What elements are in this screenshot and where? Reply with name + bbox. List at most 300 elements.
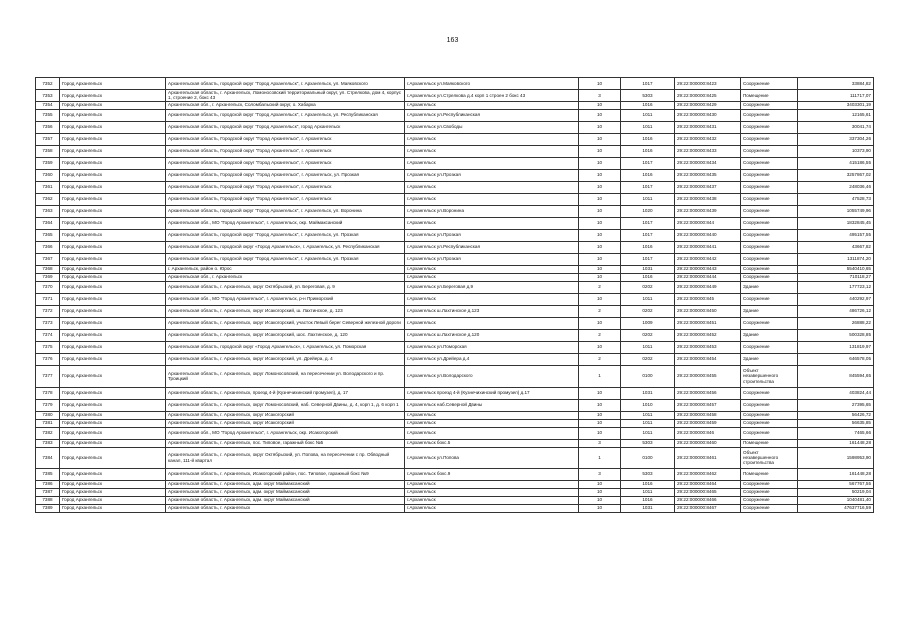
category-code-cell: 10 <box>579 265 621 273</box>
category-code-cell: 10 <box>579 205 621 217</box>
table-row <box>36 419 874 427</box>
cost-cell: 131819,97 <box>798 341 874 353</box>
cadastral-number-cell: 29:22:000000:8466 <box>675 496 741 504</box>
table-row <box>36 193 874 205</box>
cadastral-number-cell: 29:22:000000:8457 <box>675 399 741 411</box>
address-cell: г.Архангельск <box>405 480 579 488</box>
object-type-cell: Помещение <box>741 468 798 480</box>
cost-cell: 3257867,02 <box>798 169 874 181</box>
table-row <box>36 399 874 411</box>
row-number-cell: 7352 <box>36 78 60 90</box>
address-cell: г.Архангельск <box>405 293 579 305</box>
municipality-cell: Город Архангельск <box>60 447 166 468</box>
row-number-cell: 7366 <box>36 241 60 253</box>
location-cell: Архангельская область, г. Архангельск, округ Исакогорский <box>166 419 405 427</box>
object-type-cell: Сооружение <box>741 241 798 253</box>
table-row <box>36 205 874 217</box>
cost-cell: 1832845,45 <box>798 217 874 229</box>
municipality-cell: Город Архангельск <box>60 480 166 488</box>
table-row <box>36 157 874 169</box>
object-type-cell: Объект незавершенного строительства <box>741 365 798 387</box>
cost-cell: 161448,28 <box>798 439 874 447</box>
municipality-cell: Город Архангельск <box>60 496 166 504</box>
location-cell: Архангельская область, г. Архангельск, адм. округ Маймаксанский <box>166 488 405 496</box>
row-number-cell: 7364 <box>36 217 60 229</box>
address-cell: г.Архангельск <box>405 273 579 281</box>
location-cell: Архангельская область, г. Архангельск, округ Исакогорский, шос. Лахтинское, д. 120 <box>166 329 405 341</box>
location-cell: Архангельская область, городской округ "Город Архангельск", г. Архангельск, ул. Прозкая <box>166 229 405 241</box>
object-type-cell: Сооружение <box>741 205 798 217</box>
category-code-cell: 2 <box>579 305 621 317</box>
object-type-cell: Сооружение <box>741 229 798 241</box>
cost-cell: 5540410,65 <box>798 265 874 273</box>
type-code-cell: 1011 <box>621 419 675 427</box>
row-number-cell: 7376 <box>36 353 60 365</box>
municipality-cell: Город Архангельск <box>60 169 166 181</box>
row-number-cell: 7387 <box>36 488 60 496</box>
object-type-cell: Сооружение <box>741 387 798 399</box>
type-code-cell: 1011 <box>621 193 675 205</box>
category-code-cell: 10 <box>579 78 621 90</box>
address-cell: г.Архангельск ш.Лахтинское д.120 <box>405 329 579 341</box>
municipality-cell: Город Архангельск <box>60 504 166 512</box>
type-code-cell: 1016 <box>621 169 675 181</box>
table-row <box>36 253 874 265</box>
cadastral-number-cell: 29:22:000000:8464 <box>675 480 741 488</box>
municipality-cell: Город Архангельск <box>60 193 166 205</box>
address-cell: г.Архангельск ул.Маяковского <box>405 78 579 90</box>
category-code-cell: 3 <box>579 468 621 480</box>
location-cell: Архангельская область, Городской округ "Город Архангельск", г. Архангельск <box>166 145 405 157</box>
location-cell: Архангельская область, г. Архангельск, округ Исакогорский, ш. Лахтинское, д. 123 <box>166 305 405 317</box>
type-code-cell: 0100 <box>621 365 675 387</box>
address-cell: г.Архангельск ул.Свободы <box>405 121 579 133</box>
address-cell: г.Архангельск ул.Попова <box>405 447 579 468</box>
row-number-cell: 7367 <box>36 253 60 265</box>
table-row <box>36 241 874 253</box>
table-row <box>36 447 874 468</box>
table-row <box>36 78 874 90</box>
municipality-cell: Город Архангельск <box>60 133 166 145</box>
cost-cell: 26888,22 <box>798 317 874 329</box>
type-code-cell: 1016 <box>621 241 675 253</box>
row-number-cell: 7380 <box>36 411 60 419</box>
cost-cell: 248036,46 <box>798 181 874 193</box>
object-type-cell: Сооружение <box>741 265 798 273</box>
object-type-cell: Сооружение <box>741 133 798 145</box>
table-row <box>36 317 874 329</box>
address-cell: г.Архангельск ул.Республиканская <box>405 109 579 121</box>
cadastral-number-cell: 29:22:000000:8451 <box>675 317 741 329</box>
municipality-cell: Город Архангельск <box>60 181 166 193</box>
location-cell: Архангельская область, г. Архангельск, Исакогорский район, пос. Типовое, гаражный бокс №9 <box>166 468 405 480</box>
cadastral-number-cell: 29:22:000000:8452 <box>675 329 741 341</box>
object-type-cell: Сооружение <box>741 157 798 169</box>
type-code-cell: 1017 <box>621 217 675 229</box>
municipality-cell: Город Архангельск <box>60 265 166 273</box>
municipality-cell: Город Архангельск <box>60 317 166 329</box>
cost-cell: 710118,27 <box>798 273 874 281</box>
address-cell: г.Архангельск ул.Стрелкова д.4 корп 1 строен 2 бокс 43 <box>405 90 579 102</box>
municipality-cell: Город Архангельск <box>60 419 166 427</box>
object-type-cell: Сооружение <box>741 121 798 133</box>
type-code-cell: 1011 <box>621 293 675 305</box>
location-cell: Архангельская область, городской округ "Город Архангельск", город Архангельск <box>166 121 405 133</box>
category-code-cell: 10 <box>579 101 621 109</box>
address-cell: г.Архангельск <box>405 496 579 504</box>
table-row <box>36 387 874 399</box>
municipality-cell: Город Архангельск <box>60 488 166 496</box>
location-cell: Архангельская область, городской округ "Город Архангельск", г. Архангельск, ул. Воронина <box>166 205 405 217</box>
row-number-cell: 7384 <box>36 447 60 468</box>
row-number-cell: 7354 <box>36 101 60 109</box>
cadastral-number-cell: 29:22:000000:8444 <box>675 273 741 281</box>
cost-cell: 845594,65 <box>798 365 874 387</box>
object-type-cell: Здание <box>741 281 798 293</box>
cadastral-number-cell: 29:22:000000:8441 <box>675 241 741 253</box>
municipality-cell: Город Архангельск <box>60 305 166 317</box>
cadastral-number-cell: 29:22:000000:8456 <box>675 387 741 399</box>
object-type-cell: Сооружение <box>741 496 798 504</box>
location-cell: Архангельская область, городской округ "Город Архангельск", г. Архангельск, ул. Маяковского <box>166 78 405 90</box>
type-code-cell: 0202 <box>621 305 675 317</box>
type-code-cell: 1011 <box>621 488 675 496</box>
category-code-cell: 10 <box>579 157 621 169</box>
type-code-cell: 1011 <box>621 109 675 121</box>
row-number-cell: 7353 <box>36 90 60 102</box>
location-cell: Архангельская область, городской округ «Город Архангельск», г. Архангельск, ул. Республиканская <box>166 241 405 253</box>
category-code-cell: 10 <box>579 341 621 353</box>
category-code-cell: 10 <box>579 419 621 427</box>
type-code-cell: 0202 <box>621 329 675 341</box>
cost-cell: 27395,65 <box>798 399 874 411</box>
table-row <box>36 169 874 181</box>
cadastral-number-cell: 29:22:000000:8450 <box>675 305 741 317</box>
cadastral-number-cell: 29:22:000000:8461 <box>675 447 741 468</box>
table-row <box>36 353 874 365</box>
address-cell: г.Архангельск проезд 4-й (Кузнечихинский промузел) д.17 <box>405 387 579 399</box>
object-type-cell: Сооружение <box>741 504 798 512</box>
cadastral-number-cell: 29:22:000000:8458 <box>675 411 741 419</box>
municipality-cell: Город Архангельск <box>60 145 166 157</box>
cadastral-number-cell: 29:22:000000:8442 <box>675 253 741 265</box>
cost-cell: 47637716,59 <box>798 504 874 512</box>
table-row <box>36 329 874 341</box>
category-code-cell: 10 <box>579 293 621 305</box>
municipality-cell: Город Архангельск <box>60 205 166 217</box>
address-cell: г.Архангельск ул.Прозкая <box>405 253 579 265</box>
address-cell: г.Архангельск <box>405 317 579 329</box>
cadastral-number-cell: 29:22:000000:8432 <box>675 133 741 145</box>
row-number-cell: 7358 <box>36 145 60 157</box>
category-code-cell: 2 <box>579 329 621 341</box>
cost-cell: 47528,73 <box>798 193 874 205</box>
address-cell: г.Архангельск ул.Республиканская <box>405 241 579 253</box>
category-code-cell: 10 <box>579 399 621 411</box>
municipality-cell: Город Архангельск <box>60 411 166 419</box>
cost-cell: 646578,05 <box>798 353 874 365</box>
cost-cell: 56426,72 <box>798 411 874 419</box>
table-row <box>36 101 874 109</box>
table-row <box>36 145 874 157</box>
cadastral-number-cell: 29:22:000000:8430 <box>675 109 741 121</box>
municipality-cell: Город Архангельск <box>60 353 166 365</box>
cadastral-number-cell: 29:22:000000:8462 <box>675 468 741 480</box>
cost-cell: 495157,55 <box>798 229 874 241</box>
type-code-cell: 5303 <box>621 90 675 102</box>
category-code-cell: 10 <box>579 181 621 193</box>
table-row <box>36 273 874 281</box>
type-code-cell: 1031 <box>621 504 675 512</box>
address-cell: г.Архангельск ул.Береговая д.9 <box>405 281 579 293</box>
category-code-cell: 1 <box>579 447 621 468</box>
row-number-cell: 7378 <box>36 387 60 399</box>
cadastral-number-cell: 29:22:000000:8440 <box>675 229 741 241</box>
table-row <box>36 181 874 193</box>
cadastral-number-cell: 29:22:000000:8454 <box>675 353 741 365</box>
object-type-cell: Сооружение <box>741 480 798 488</box>
location-cell: Архангельская область, г. Архангельск, округ Исакогорский, участок Левый берег Северной железной дороги <box>166 317 405 329</box>
municipality-cell: Город Архангельск <box>60 341 166 353</box>
municipality-cell: Город Архангельск <box>60 365 166 387</box>
row-number-cell: 7371 <box>36 293 60 305</box>
municipality-cell: Город Архангельск <box>60 241 166 253</box>
cadastral-number-cell: 29:22:000000:846 <box>675 427 741 439</box>
category-code-cell: 10 <box>579 169 621 181</box>
cost-cell: 10373,90 <box>798 145 874 157</box>
address-cell: г.Архангельск бокс.9 <box>405 468 579 480</box>
municipality-cell: Город Архангельск <box>60 229 166 241</box>
address-cell: г.Архангельск <box>405 427 579 439</box>
cost-cell: 33884,82 <box>798 78 874 90</box>
location-cell: Архангельская обл., МО "Город Архангельск", г. Архангельск, окр. Маймаксанский <box>166 217 405 229</box>
address-cell: г.Архангельск ул.Воронина <box>405 205 579 217</box>
location-cell: Архангельская область, г. Архангельск, адм. округ Маймаксанский <box>166 496 405 504</box>
table-row <box>36 229 874 241</box>
cost-cell: 177723,12 <box>798 281 874 293</box>
object-type-cell: Сооружение <box>741 273 798 281</box>
address-cell: г.Архангельск <box>405 411 579 419</box>
address-cell: г.Архангельск ул.Володарского <box>405 365 579 387</box>
table-row <box>36 133 874 145</box>
type-code-cell: 1016 <box>621 480 675 488</box>
object-type-cell: Здание <box>741 329 798 341</box>
type-code-cell: 1017 <box>621 157 675 169</box>
municipality-cell: Город Архангельск <box>60 253 166 265</box>
address-cell: г.Архангельск наб.Северной Двины <box>405 399 579 411</box>
cost-cell: 1040481,40 <box>798 496 874 504</box>
object-type-cell: Сооружение <box>741 427 798 439</box>
category-code-cell: 10 <box>579 387 621 399</box>
address-cell: г.Архангельск ул.Прозкая <box>405 169 579 181</box>
row-number-cell: 7357 <box>36 133 60 145</box>
row-number-cell: 7361 <box>36 181 60 193</box>
category-code-cell: 10 <box>579 109 621 121</box>
cost-cell: 1055749,96 <box>798 205 874 217</box>
table-row <box>36 468 874 480</box>
type-code-cell: 5303 <box>621 439 675 447</box>
cost-cell: 30041,74 <box>798 121 874 133</box>
location-cell: Архангельская область, г. Архангельск, округ Исакогорский, ул. Дрейера, д. 4 <box>166 353 405 365</box>
cost-cell: 567767,55 <box>798 480 874 488</box>
cost-cell: 403824,44 <box>798 387 874 399</box>
object-type-cell: Объект незавершенного строительства <box>741 447 798 468</box>
row-number-cell: 7355 <box>36 109 60 121</box>
cost-cell: 111717,07 <box>798 90 874 102</box>
address-cell: г.Архангельск ул.Поморская <box>405 341 579 353</box>
category-code-cell: 10 <box>579 145 621 157</box>
category-code-cell: 10 <box>579 217 621 229</box>
municipality-cell: Город Архангельск <box>60 468 166 480</box>
cadastral-number-cell: 29:22:000000:8437 <box>675 181 741 193</box>
municipality-cell: Город Архангельск <box>60 157 166 169</box>
row-number-cell: 7369 <box>36 273 60 281</box>
location-cell: г. Архангельск, район о. Юрос <box>166 265 405 273</box>
municipality-cell: Город Архангельск <box>60 101 166 109</box>
cost-cell: 337304,26 <box>798 133 874 145</box>
category-code-cell: 3 <box>579 90 621 102</box>
location-cell: Архангельская область, г. Архангельск, округ Октябрьский, ул. Попова, на пересечении с пр. Обводный канал, 111-й квартал <box>166 447 405 468</box>
row-number-cell: 7383 <box>36 439 60 447</box>
row-number-cell: 7389 <box>36 504 60 512</box>
row-number-cell: 7359 <box>36 157 60 169</box>
type-code-cell: 5303 <box>621 468 675 480</box>
municipality-cell: Город Архангельск <box>60 109 166 121</box>
type-code-cell: 1031 <box>621 265 675 273</box>
location-cell: Архангельская область, Городской округ "Город Архангельск", г. Архангельск, ул. Прозкая <box>166 169 405 181</box>
location-cell: Архангельская область, г. Архангельск, Ломоносовский территориальный округ, ул. Стрелкова, дом 4, корпус 1, строение 2, бокс 43 <box>166 90 405 102</box>
table-row <box>36 504 874 512</box>
cost-cell: 161448,28 <box>798 468 874 480</box>
type-code-cell: 1016 <box>621 496 675 504</box>
table-row <box>36 480 874 488</box>
location-cell: Архангельская область, г. Архангельск, округ Ломоносовский, наб. Северной Двины, д. 4, корп 1, д. 6 корп 1 <box>166 399 405 411</box>
location-cell: Архангельская область, Городской округ "Город Архангельск", г. Архангельск <box>166 157 405 169</box>
location-cell: Архангельская область, г. Архангельск, округ Исакогорский <box>166 411 405 419</box>
address-cell: г.Архангельск <box>405 157 579 169</box>
municipality-cell: Город Архангельск <box>60 273 166 281</box>
municipality-cell: Город Архангельск <box>60 78 166 90</box>
object-type-cell: Сооружение <box>741 253 798 265</box>
row-number-cell: 7373 <box>36 317 60 329</box>
location-cell: Архангельская обл., МО "Город Архангельск", г. Архангельск, окр. Исакогорский <box>166 427 405 439</box>
address-cell: г.Архангельск <box>405 101 579 109</box>
location-cell: Архангельская область, Городской округ "Город Архангельск", г. Архангельск <box>166 133 405 145</box>
municipality-cell: Город Архангельск <box>60 439 166 447</box>
address-cell: г.Архангельск ш.Лахтинское д.123 <box>405 305 579 317</box>
object-type-cell: Помещение <box>741 439 798 447</box>
cost-cell: 1311874,20 <box>798 253 874 265</box>
object-type-cell: Сооружение <box>741 399 798 411</box>
type-code-cell: 1031 <box>621 387 675 399</box>
cost-cell: 7465,66 <box>798 427 874 439</box>
object-type-cell: Сооружение <box>741 145 798 157</box>
municipality-cell: Город Архангельск <box>60 281 166 293</box>
municipality-cell: Город Архангельск <box>60 293 166 305</box>
row-number-cell: 7381 <box>36 419 60 427</box>
cadastral-number-cell: 29:22:000000:8465 <box>675 488 741 496</box>
type-code-cell: 1011 <box>621 341 675 353</box>
type-code-cell: 0100 <box>621 447 675 468</box>
location-cell: Архангельская область, городской округ «Город Архангельск», г. Архангельск, ул. Поморская <box>166 341 405 353</box>
address-cell: г.Архангельск <box>405 419 579 427</box>
address-cell: г.Архангельск <box>405 133 579 145</box>
location-cell: Архангельская область, г. Архангельск <box>166 504 405 512</box>
table-body <box>36 78 874 513</box>
municipality-cell: Город Архангельск <box>60 90 166 102</box>
cadastral-number-cell: 29:22:000000:8443 <box>675 265 741 273</box>
location-cell: Архангельская область, городской округ "Город Архангельск", г. Архангельск, ул. Республиканская <box>166 109 405 121</box>
category-code-cell: 10 <box>579 241 621 253</box>
cadastral-number-cell: 29:22:000000:8459 <box>675 419 741 427</box>
row-number-cell: 7388 <box>36 496 60 504</box>
type-code-cell: 0202 <box>621 353 675 365</box>
row-number-cell: 7382 <box>36 427 60 439</box>
category-code-cell: 10 <box>579 273 621 281</box>
row-number-cell: 7360 <box>36 169 60 181</box>
type-code-cell: 1016 <box>621 145 675 157</box>
cadastral-number-cell: 29:22:000000:8438 <box>675 193 741 205</box>
object-type-cell: Сооружение <box>741 78 798 90</box>
location-cell: Архангельская область, городской округ "Город Архангельск", г. Архангельск, ул. Прозкая <box>166 253 405 265</box>
category-code-cell: 10 <box>579 193 621 205</box>
municipality-cell: Город Архангельск <box>60 399 166 411</box>
cadastral-number-cell: 29:22:000000:8425 <box>675 90 741 102</box>
address-cell: г.Архангельск <box>405 265 579 273</box>
table-row <box>36 365 874 387</box>
cadastral-number-cell: 29:22:000000:8434 <box>675 157 741 169</box>
table-row <box>36 427 874 439</box>
category-code-cell: 10 <box>579 229 621 241</box>
cost-cell: 440292,97 <box>798 293 874 305</box>
cadastral-number-cell: 29:22:000000:8467 <box>675 504 741 512</box>
municipality-cell: Город Архангельск <box>60 329 166 341</box>
category-code-cell: 10 <box>579 133 621 145</box>
category-code-cell: 10 <box>579 121 621 133</box>
object-type-cell: Здание <box>741 353 798 365</box>
address-cell: г.Архангельск <box>405 193 579 205</box>
cost-cell: 500328,85 <box>798 329 874 341</box>
cadastral-number-cell: 29:22:000000:8439 <box>675 205 741 217</box>
page-number: 163 <box>446 37 459 44</box>
address-cell: г.Архангельск ул.Дрейера д.4 <box>405 353 579 365</box>
category-code-cell: 1 <box>579 365 621 387</box>
row-number-cell: 7385 <box>36 468 60 480</box>
table-row <box>36 265 874 273</box>
category-code-cell: 10 <box>579 317 621 329</box>
category-code-cell: 10 <box>579 488 621 496</box>
table-row <box>36 305 874 317</box>
category-code-cell: 10 <box>579 504 621 512</box>
type-code-cell: 1017 <box>621 253 675 265</box>
municipality-cell: Город Архангельск <box>60 121 166 133</box>
cadastral-number-cell: 29:22:000000:8431 <box>675 121 741 133</box>
municipality-cell: Город Архангельск <box>60 387 166 399</box>
table-row <box>36 217 874 229</box>
table-row <box>36 439 874 447</box>
cost-cell: 43667,82 <box>798 241 874 253</box>
cost-cell: 3403301,19 <box>798 101 874 109</box>
row-number-cell: 7386 <box>36 480 60 488</box>
type-code-cell: 1011 <box>621 427 675 439</box>
location-cell: Архангельская область, г. Архангельск, округ Октябрьский, ул. Береговая, д. 9 <box>166 281 405 293</box>
row-number-cell: 7365 <box>36 229 60 241</box>
table-row <box>36 488 874 496</box>
category-code-cell: 3 <box>579 439 621 447</box>
table-row <box>36 90 874 102</box>
object-type-cell: Сооружение <box>741 317 798 329</box>
type-code-cell: 1010 <box>621 399 675 411</box>
